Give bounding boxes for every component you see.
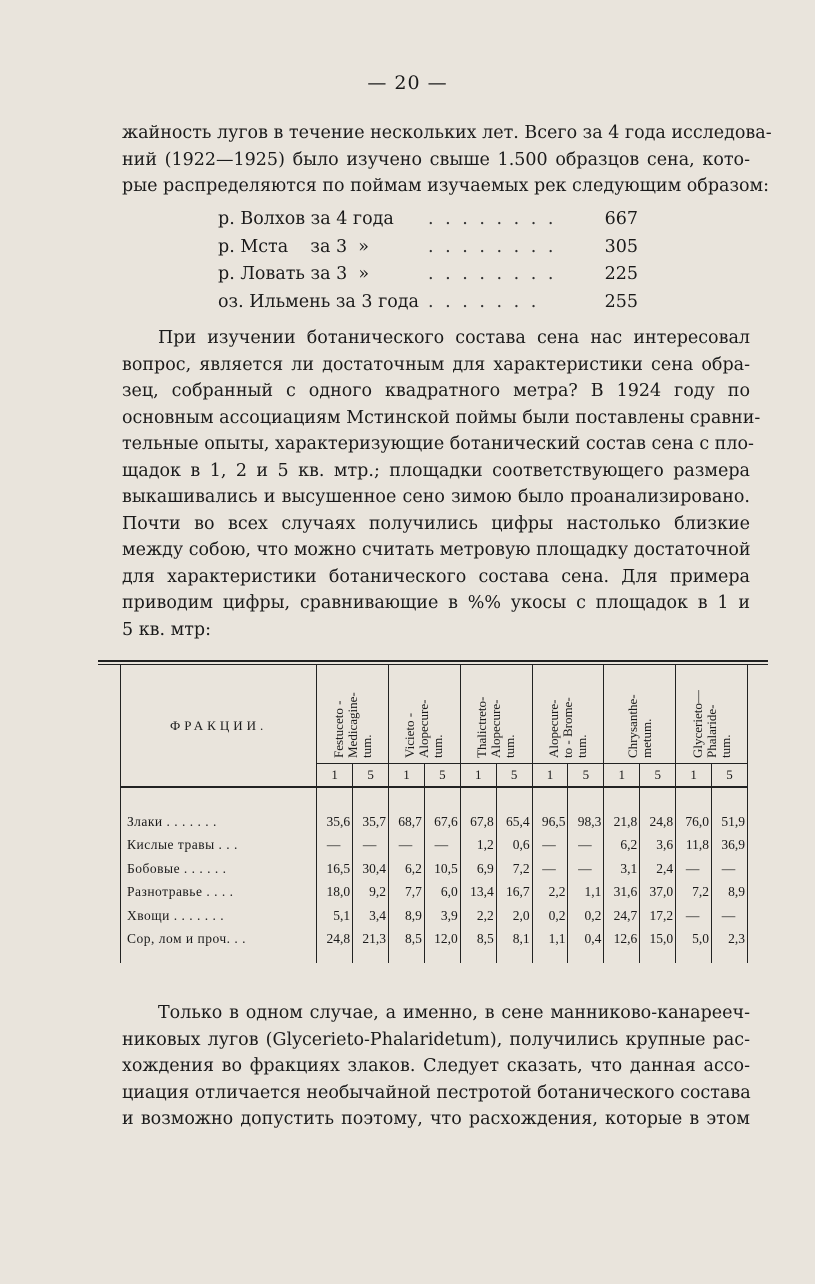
plot-size-cell: 1 bbox=[676, 764, 712, 788]
plot-size-cell: 1 bbox=[460, 764, 496, 788]
table-cell: 2,2 bbox=[532, 881, 568, 905]
leader-dots: . . . . . . . . bbox=[428, 236, 557, 257]
table-cell: 35,7 bbox=[353, 810, 389, 834]
association-label: Festuceto - Medicagine- tum. bbox=[330, 692, 374, 758]
table-cell: 31,6 bbox=[604, 881, 640, 905]
text-line: между собою, что можно считать метровую площадку достаточной bbox=[122, 540, 751, 560]
table-cell: 98,3 bbox=[568, 810, 604, 834]
table-row bbox=[121, 857, 748, 881]
paragraph-method bbox=[122, 325, 761, 643]
fraction-name: Хвощи . . . . . . . bbox=[121, 904, 317, 928]
table-cell: 8,9 bbox=[712, 881, 748, 905]
association-label: Chrysanthe- metum. bbox=[624, 694, 654, 758]
table-cell: 2,0 bbox=[496, 904, 532, 928]
table-cell: 37,0 bbox=[640, 881, 676, 905]
text-line: Почти во всех случаях получились цифры настолько близкие bbox=[122, 513, 750, 534]
table-body bbox=[121, 810, 748, 951]
count-row bbox=[218, 289, 638, 317]
table-cell: — bbox=[676, 904, 712, 928]
table-cell: 30,4 bbox=[353, 857, 389, 881]
table-cell: 9,2 bbox=[353, 881, 389, 905]
leader-dots: . . . . . . . . bbox=[428, 264, 557, 284]
table-cell: 1,2 bbox=[460, 834, 496, 858]
count-row bbox=[218, 261, 638, 289]
table-cell: 68,7 bbox=[389, 810, 425, 834]
table-cell: 15,0 bbox=[640, 928, 676, 952]
text-line: рые распределяются по поймам изучаемых рек следующим образом: bbox=[122, 176, 770, 196]
table-cell: 2,4 bbox=[640, 857, 676, 881]
plot-size-cell: 5 bbox=[640, 764, 676, 788]
table-cell: 67,8 bbox=[460, 810, 496, 834]
table-cell: 8,5 bbox=[460, 928, 496, 952]
table-cell: 12,0 bbox=[424, 928, 460, 952]
text-line: никовых лугов (Glycerieto-Phalaridetum), получились крупные рас- bbox=[122, 1029, 750, 1050]
table-cell: 21,3 bbox=[353, 928, 389, 952]
table-cell: 10,5 bbox=[424, 857, 460, 881]
plot-size-cell: 5 bbox=[496, 764, 532, 788]
association-label: Thalictreto- Alopecure- tum. bbox=[474, 696, 518, 758]
text-line: хождения во фракциях злаков. Следует сказать, что данная ассо- bbox=[122, 1056, 750, 1076]
table-cell: 18,0 bbox=[317, 881, 353, 905]
text-line: основным ассоциациям Мстинской поймы были поставлены сравни- bbox=[122, 407, 761, 428]
text-line: При изучении ботанического состава сена нас интересовал bbox=[158, 328, 750, 348]
fraction-name: Сор, лом и проч. . . bbox=[121, 928, 317, 952]
table-cell: 36,9 bbox=[712, 834, 748, 858]
table-cell: 8,9 bbox=[389, 904, 425, 928]
table-cell: — bbox=[532, 857, 568, 881]
table-cell: — bbox=[568, 857, 604, 881]
table-cell: 5,1 bbox=[317, 904, 353, 928]
text-line: жайность лугов в течение нескольких лет. Всего за 4 года исследова- bbox=[122, 123, 772, 143]
table-cell: — bbox=[353, 834, 389, 858]
text-line: выкашивались и высушенное сено зимою было проанализировано. bbox=[122, 487, 750, 507]
association-label: Glycerieto— Phalaride- tum. bbox=[689, 690, 733, 758]
leader-dots: . . . . . . . bbox=[428, 291, 540, 312]
table-cell: 96,5 bbox=[532, 810, 568, 834]
comparison-table bbox=[98, 660, 768, 963]
table-cell: 8,1 bbox=[496, 928, 532, 952]
table-cell: — bbox=[568, 834, 604, 858]
table-cell: 1,1 bbox=[532, 928, 568, 952]
table-cell: 65,4 bbox=[496, 810, 532, 834]
table-cell: 1,1 bbox=[568, 881, 604, 905]
association-header bbox=[532, 665, 604, 764]
table-cell: — bbox=[389, 834, 425, 858]
table-cell: 21,8 bbox=[604, 810, 640, 834]
table-cell: 17,2 bbox=[640, 904, 676, 928]
table-cell: 6,0 bbox=[424, 881, 460, 905]
association-header bbox=[317, 665, 389, 764]
table-cell: 13,4 bbox=[460, 881, 496, 905]
paragraph-intro bbox=[122, 120, 772, 200]
fraction-name: Бобовые . . . . . . bbox=[121, 857, 317, 881]
page-number: — 20 — bbox=[367, 72, 448, 94]
table-cell: — bbox=[424, 834, 460, 858]
table-cell: — bbox=[712, 904, 748, 928]
count-value: 255 bbox=[604, 291, 638, 312]
table-cell: 3,4 bbox=[353, 904, 389, 928]
fraction-header: ФРАКЦИИ. bbox=[121, 665, 317, 787]
table-cell: — bbox=[317, 834, 353, 858]
table-cell: 7,7 bbox=[389, 881, 425, 905]
table-cell: — bbox=[712, 857, 748, 881]
table-cell: 2,2 bbox=[460, 904, 496, 928]
paragraph-conclusion bbox=[122, 1000, 750, 1133]
table-cell: 3,1 bbox=[604, 857, 640, 881]
fraction-name: Кислые травы . . . bbox=[121, 834, 317, 858]
count-row bbox=[218, 234, 638, 262]
text-line: зец, собранный с одного квадратного метра? В 1924 году по bbox=[122, 381, 750, 401]
plot-size-cell: 1 bbox=[604, 764, 640, 788]
table-cell: 7,2 bbox=[676, 881, 712, 905]
table-cell: 11,8 bbox=[676, 834, 712, 858]
count-label: р. Ловать за 3 » bbox=[218, 264, 370, 284]
text-line: и возможно допустить поэтому, что расхождения, которые в этом bbox=[122, 1109, 750, 1129]
plot-size-cell: 5 bbox=[424, 764, 460, 788]
table-cell: 24,7 bbox=[604, 904, 640, 928]
table-cell: 0,6 bbox=[496, 834, 532, 858]
table-cell: — bbox=[532, 834, 568, 858]
count-label: р. Волхов за 4 года bbox=[218, 209, 394, 229]
table-cell: 5,0 bbox=[676, 928, 712, 952]
association-header bbox=[389, 665, 461, 764]
table-cell: 12,6 bbox=[604, 928, 640, 952]
association-label: Alopecure- to - Brome- tum. bbox=[545, 697, 589, 758]
text-line: циация отличается необычайной пестротой ботанического состава bbox=[122, 1082, 751, 1103]
text-line: для характеристики ботанического состава сена. Для примера bbox=[122, 566, 750, 587]
sample-count-list bbox=[218, 206, 638, 316]
plot-size-cell: 5 bbox=[353, 764, 389, 788]
text-line: тельные опыты, характеризующие ботанический состав сена с пло- bbox=[122, 434, 754, 454]
text-line: приводим цифры, сравнивающие в %% укосы с площадок в 1 и bbox=[122, 593, 750, 613]
table-cell: 6,2 bbox=[604, 834, 640, 858]
table-cell: 51,9 bbox=[712, 810, 748, 834]
plot-size-cell: 5 bbox=[712, 764, 748, 788]
association-header bbox=[604, 665, 676, 764]
leader-dots: . . . . . . . . bbox=[428, 209, 557, 229]
table-row bbox=[121, 928, 748, 952]
table-cell: 24,8 bbox=[640, 810, 676, 834]
table-cell: 24,8 bbox=[317, 928, 353, 952]
spacer-row bbox=[121, 788, 748, 810]
association-header bbox=[676, 665, 748, 764]
table-cell: 16,7 bbox=[496, 881, 532, 905]
table-row bbox=[121, 810, 748, 834]
fraction-name: Злаки . . . . . . . bbox=[121, 810, 317, 834]
table-cell: 76,0 bbox=[676, 810, 712, 834]
count-value: 305 bbox=[604, 236, 638, 257]
count-label: р. Мста за 3 » bbox=[218, 236, 369, 257]
count-value: 225 bbox=[604, 264, 638, 284]
table-cell: 3,9 bbox=[424, 904, 460, 928]
plot-size-cell: 1 bbox=[317, 764, 353, 788]
count-row bbox=[218, 206, 638, 234]
text-line: щадок в 1, 2 и 5 кв. мтр.; площадки соответствующего размера bbox=[122, 460, 750, 481]
text-line: Только в одном случае, а именно, в сене манниково-канарееч- bbox=[158, 1003, 750, 1023]
plot-size-cell: 1 bbox=[532, 764, 568, 788]
text-line: ний (1922—1925) было изучено свыше 1.500 образцов сена, кото- bbox=[122, 149, 750, 170]
table-cell: 2,3 bbox=[712, 928, 748, 952]
table-cell: 0,2 bbox=[532, 904, 568, 928]
table-cell: 6,9 bbox=[460, 857, 496, 881]
table-row bbox=[121, 881, 748, 905]
table-row bbox=[121, 834, 748, 858]
table-header-row bbox=[121, 665, 748, 764]
table-cell: 67,6 bbox=[424, 810, 460, 834]
table-cell: 7,2 bbox=[496, 857, 532, 881]
table-cell: 6,2 bbox=[389, 857, 425, 881]
table-cell: 8,5 bbox=[389, 928, 425, 952]
table-cell: 3,6 bbox=[640, 834, 676, 858]
table-row bbox=[121, 904, 748, 928]
plot-size-cell: 5 bbox=[568, 764, 604, 788]
table-cell: 35,6 bbox=[317, 810, 353, 834]
association-label: Vicieto - Alopecure- tum. bbox=[402, 699, 446, 758]
table-cell: 16,5 bbox=[317, 857, 353, 881]
text-line: 5 кв. мтр: bbox=[122, 619, 212, 640]
table-cell: — bbox=[676, 857, 712, 881]
count-label: оз. Ильмень за 3 года bbox=[218, 291, 419, 312]
plot-size-cell: 1 bbox=[389, 764, 425, 788]
fractions-table bbox=[120, 665, 748, 963]
fraction-name: Разнотравье . . . . bbox=[121, 881, 317, 905]
table-cell: 0,4 bbox=[568, 928, 604, 952]
count-value: 667 bbox=[604, 209, 638, 229]
text-line: вопрос, является ли достаточным для характеристики сена обра- bbox=[122, 354, 750, 375]
bottom-row bbox=[121, 951, 748, 963]
association-header bbox=[460, 665, 532, 764]
table-cell: 0,2 bbox=[568, 904, 604, 928]
